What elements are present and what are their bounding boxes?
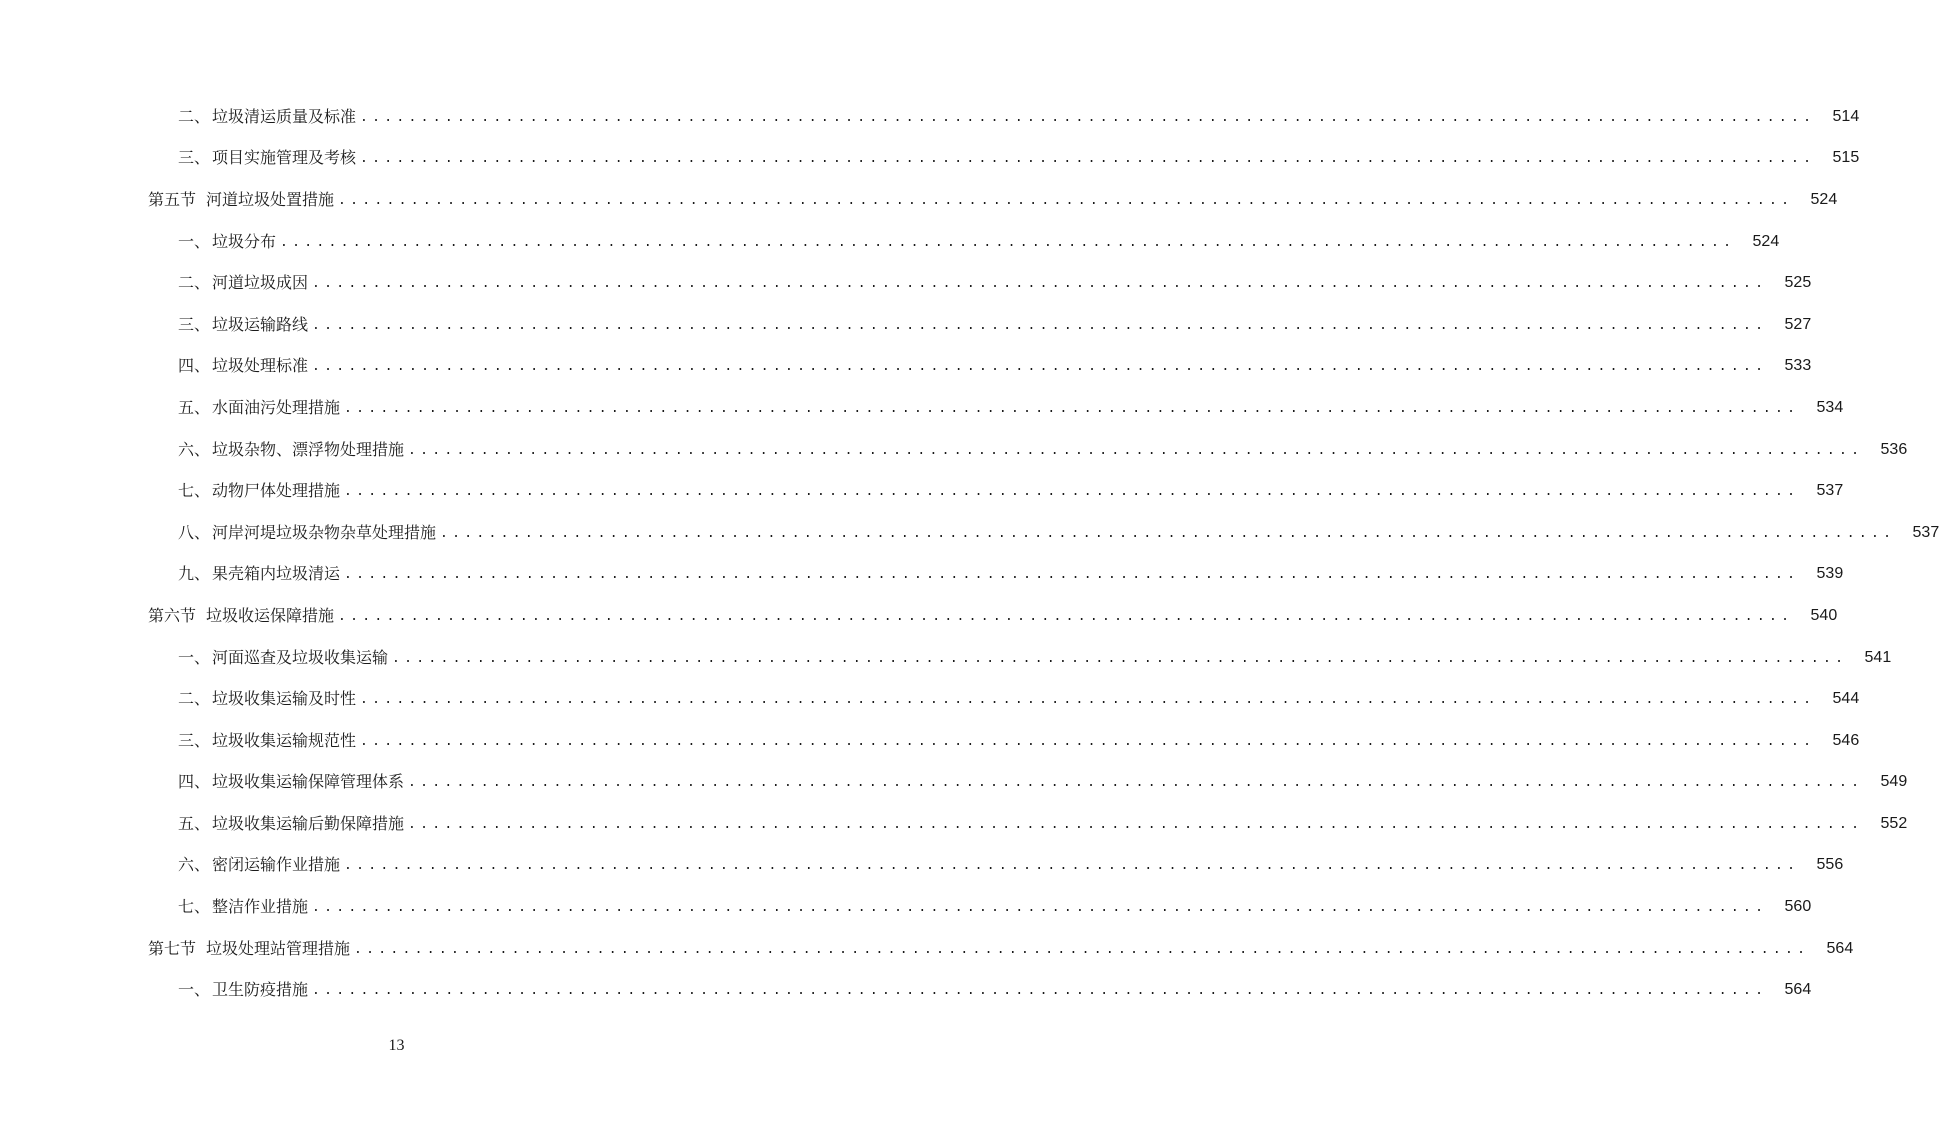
toc-entry-page: 525: [1784, 274, 1812, 292]
toc-dot-leader: ........................................................................................................................: [312, 317, 1768, 333]
toc-entry-number: 六、: [178, 439, 211, 459]
toc-entry-text: 河道垃圾成因: [212, 273, 309, 293]
toc-entry-text: 果壳箱内垃圾清运: [212, 564, 341, 584]
toc-entry-title: [178, 273, 308, 293]
toc-entry-text: 垃圾收集运输保障管理体系: [212, 772, 405, 792]
toc-dot-leader: ........................................................................................................................: [392, 650, 1848, 666]
toc-entry-title: [178, 689, 356, 709]
toc-item-entry[interactable]: [0, 554, 1844, 596]
toc-entry-page: 534: [1816, 398, 1844, 416]
toc-entry-title: [178, 481, 340, 501]
toc-entry-title: [178, 232, 276, 252]
toc-entry-text: 垃圾杂物、漂浮物处理措施: [212, 439, 405, 459]
toc-entry-text: 垃圾收运保障措施: [206, 605, 335, 625]
toc-entry-page: 524: [1752, 232, 1780, 250]
toc-entry-text: 卫生防疫措施: [212, 980, 309, 1000]
toc-entry-title: [178, 648, 388, 668]
toc-entry-page: 564: [1826, 939, 1854, 957]
toc-entry-text: 垃圾清运质量及标准: [212, 106, 357, 126]
toc-entry-number: 八、: [178, 522, 211, 542]
toc-entry-number: 三、: [178, 148, 211, 168]
toc-dot-leader: ........................................................................................................................: [312, 276, 1768, 292]
toc-item-entry[interactable]: [0, 512, 1939, 554]
toc-section-entry[interactable]: [0, 179, 1838, 221]
toc-entry-page: 549: [1880, 773, 1908, 791]
table-of-contents: [0, 96, 1939, 1011]
toc-entry-text: 密闭运输作业措施: [212, 855, 341, 875]
toc-dot-leader: ........................................................................................................................: [312, 900, 1768, 916]
page-number: 13: [388, 1037, 405, 1054]
toc-entry-page: 556: [1816, 856, 1844, 874]
toc-dot-leader: ........................................................................................................................: [360, 692, 1816, 708]
toc-item-entry[interactable]: [0, 637, 1892, 679]
toc-entry-title: [178, 855, 340, 875]
toc-entry-page: 515: [1832, 149, 1860, 167]
toc-dot-leader: ........................................................................................................................: [408, 442, 1864, 458]
toc-entry-number: 三、: [178, 730, 211, 750]
toc-entry-title: [178, 731, 356, 751]
toc-entry-number: 第七节: [148, 938, 197, 958]
toc-entry-page: 544: [1832, 690, 1860, 708]
toc-entry-page: 541: [1864, 648, 1892, 666]
toc-entry-text: 河岸河堤垃圾杂物杂草处理措施: [212, 522, 437, 542]
toc-entry-number: 五、: [178, 813, 211, 833]
toc-dot-leader: ........................................................................................................................: [360, 151, 1816, 167]
toc-dot-leader: ........................................................................................................................: [408, 775, 1864, 791]
toc-item-entry[interactable]: [0, 720, 1860, 762]
toc-entry-number: 二、: [178, 273, 211, 293]
toc-entry-text: 整洁作业措施: [212, 897, 309, 917]
toc-entry-title: [178, 148, 356, 168]
toc-entry-text: 垃圾处理站管理措施: [206, 938, 351, 958]
toc-entry-text: 河道垃圾处置措施: [206, 189, 335, 209]
toc-dot-leader: ........................................................................................................................: [344, 858, 1800, 874]
toc-dot-leader: ........................................................................................................................: [312, 359, 1768, 375]
toc-entry-title: [178, 564, 340, 584]
toc-item-entry[interactable]: [0, 803, 1908, 845]
toc-entry-number: 二、: [178, 689, 211, 709]
toc-entry-number: 五、: [178, 397, 211, 417]
toc-entry-text: 垃圾处理标准: [212, 356, 309, 376]
toc-entry-number: 第六节: [148, 605, 197, 625]
toc-entry-number: 第五节: [148, 189, 197, 209]
toc-entry-title: [178, 772, 404, 792]
toc-entry-page: 552: [1880, 814, 1908, 832]
toc-item-entry[interactable]: [0, 429, 1908, 471]
toc-entry-number: 一、: [178, 647, 211, 667]
toc-dot-leader: ........................................................................................................................: [312, 983, 1768, 999]
toc-entry-title: [178, 398, 340, 418]
toc-entry-title: [178, 107, 356, 127]
toc-entry-title: [178, 897, 308, 917]
toc-entry-number: 三、: [178, 314, 211, 334]
toc-dot-leader: ........................................................................................................................: [338, 192, 1794, 208]
toc-item-entry[interactable]: [0, 346, 1812, 388]
toc-item-entry[interactable]: [0, 886, 1812, 928]
toc-entry-page: 539: [1816, 565, 1844, 583]
toc-item-entry[interactable]: [0, 221, 1780, 263]
toc-dot-leader: ........................................................................................................................: [360, 733, 1816, 749]
toc-entry-text: 项目实施管理及考核: [212, 148, 357, 168]
toc-item-entry[interactable]: [0, 969, 1812, 1011]
toc-item-entry[interactable]: [0, 387, 1844, 429]
toc-dot-leader: ........................................................................................................................: [338, 608, 1794, 624]
toc-entry-title: [148, 939, 350, 959]
toc-entry-page: 560: [1784, 898, 1812, 916]
toc-entry-text: 水面油污处理措施: [212, 397, 341, 417]
toc-entry-number: 二、: [178, 106, 211, 126]
toc-entry-page: 537: [1816, 482, 1844, 500]
toc-entry-page: 536: [1880, 440, 1908, 458]
toc-entry-number: 七、: [178, 481, 211, 501]
toc-entry-title: [178, 523, 436, 543]
toc-entry-number: 四、: [178, 356, 211, 376]
toc-item-entry[interactable]: [0, 678, 1860, 720]
toc-entry-page: 527: [1784, 315, 1812, 333]
toc-entry-number: 四、: [178, 772, 211, 792]
toc-section-entry[interactable]: [0, 928, 1854, 970]
toc-item-entry[interactable]: [0, 304, 1812, 346]
toc-entry-page: 564: [1784, 981, 1812, 999]
toc-entry-title: [178, 440, 404, 460]
toc-item-entry[interactable]: [0, 262, 1812, 304]
toc-entry-text: 垃圾收集运输及时性: [212, 689, 357, 709]
toc-entry-title: [178, 356, 308, 376]
toc-entry-title: [178, 315, 308, 335]
toc-entry-text: 动物尸体处理措施: [212, 481, 341, 501]
toc-dot-leader: ........................................................................................................................: [344, 567, 1800, 583]
toc-entry-title: [148, 190, 334, 210]
toc-dot-leader: ........................................................................................................................: [354, 941, 1810, 957]
toc-item-entry[interactable]: [0, 470, 1844, 512]
toc-entry-text: 垃圾运输路线: [212, 314, 309, 334]
toc-entry-number: 七、: [178, 897, 211, 917]
toc-entry-title: [178, 814, 404, 834]
toc-entry-number: 六、: [178, 855, 211, 875]
toc-entry-text: 垃圾分布: [212, 231, 277, 251]
toc-item-entry[interactable]: [0, 138, 1860, 180]
toc-item-entry[interactable]: [0, 845, 1844, 887]
toc-dot-leader: ........................................................................................................................: [408, 816, 1864, 832]
toc-entry-title: [148, 606, 334, 626]
toc-dot-leader: ........................................................................................................................: [344, 484, 1800, 500]
toc-entry-text: 垃圾收集运输规范性: [212, 730, 357, 750]
toc-entry-page: 537: [1912, 523, 1939, 541]
toc-item-entry[interactable]: [0, 762, 1908, 804]
toc-dot-leader: ........................................................................................................................: [344, 400, 1800, 416]
toc-entry-page: 540: [1810, 606, 1838, 624]
toc-entry-title: [178, 980, 308, 1000]
toc-dot-leader: ........................................................................................................................: [440, 525, 1896, 541]
toc-entry-text: 河面巡查及垃圾收集运输: [212, 647, 389, 667]
toc-entry-text: 垃圾收集运输后勤保障措施: [212, 813, 405, 833]
toc-entry-number: 一、: [178, 231, 211, 251]
toc-entry-page: 546: [1832, 731, 1860, 749]
toc-entry-page: 514: [1832, 107, 1860, 125]
toc-dot-leader: ........................................................................................................................: [280, 234, 1736, 250]
toc-item-entry[interactable]: [0, 96, 1860, 138]
toc-entry-number: 一、: [178, 980, 211, 1000]
toc-entry-number: 九、: [178, 564, 211, 584]
toc-section-entry[interactable]: [0, 595, 1838, 637]
toc-entry-page: 533: [1784, 357, 1812, 375]
toc-entry-page: 524: [1810, 190, 1838, 208]
toc-dot-leader: ........................................................................................................................: [360, 109, 1816, 125]
